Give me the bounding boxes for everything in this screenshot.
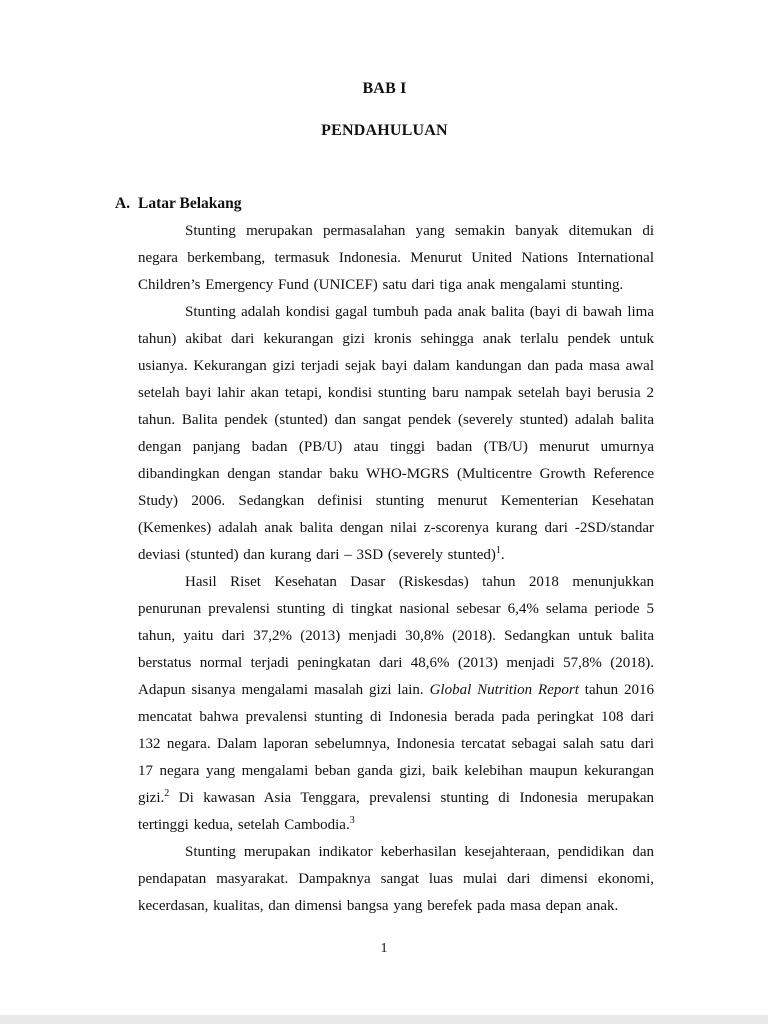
text-run: Stunting merupakan indikator keberhasilan kesejahteraan, pendidikan dan pendapatan masyarakat. Dampaknya sangat luas mulai dari dimensi ekonomi, kecerdasan, kualitas, dan dimensi bangsa yang berefek pada masa depan anak. <box>138 844 654 914</box>
footnote-ref: 3 <box>349 815 355 826</box>
chapter-title: BAB I <box>362 80 407 97</box>
italic-text: Global Nutrition Report <box>429 682 579 698</box>
text-run: Hasil Riset Kesehatan Dasar (Riskesdas) tahun 2018 menunjukkan penurunan prevalensi stunting di tingkat nasional sebesar 6,4% selama periode 5 tahun, yaitu dari 37,2% (2013) menjadi 30,8% (2018). Sedangkan untuk balita berstatus normal terjadi peningkatan dari 48,6% (2013) menjadi 57,8% (2018). Adapun sisanya mengalami masalah gizi lain. <box>138 574 654 698</box>
section-label: A. <box>115 195 131 212</box>
text-run: Di kawasan Asia Tenggara, prevalensi stunting di Indonesia merupakan tertinggi kedua, setelah Cambodia. <box>138 790 654 833</box>
footnote-ref: 2 <box>164 788 170 799</box>
section-heading <box>115 194 654 214</box>
chapter-subtitle: PENDAHULUAN <box>321 122 448 139</box>
text-run: . <box>500 547 505 563</box>
paragraph <box>138 569 654 839</box>
section-title: Latar Belakang <box>138 195 242 212</box>
paragraph <box>138 839 654 920</box>
paragraph <box>138 299 654 569</box>
text-run: tahun 2016 mencatat bahwa prevalensi stunting di Indonesia berada pada peringkat 108 dari 132 negara. Dalam laporan sebelumnya, Indonesia tercatat sebagai salah satu dari 17 negara yang mengalami beban ganda gizi, baik kelebihan maupun kekurangan gizi. <box>138 682 654 806</box>
text-run: Stunting adalah kondisi gagal tumbuh pada anak balita (bayi di bawah lima tahun) akibat dari kekurangan gizi kronis sehingga anak terlalu pendek untuk usianya. Kekurangan gizi terjadi sejak bayi dalam kandungan dan pada masa awal setelah bayi lahir akan tetapi, kondisi stunting baru nampak setelah bayi berusia 2 tahun. Balita pendek (stunted) dan sangat pendek (severely stunted) adalah balita dengan panjang badan (PB/U) atau tinggi badan (TB/U) menurut umurnya dibandingkan dengan standar baku WHO-MGRS (Multicentre Growth Reference Study) 2006. Sedangkan definisi stunting menurut Kementerian Kesehatan (Kemenkes) adalah anak balita dengan nilai z-scorenya kurang dari -2SD/standar deviasi (stunted) dan kurang dari – 3SD (severely stunted) <box>138 304 654 563</box>
text-run: Stunting merupakan permasalahan yang semakin banyak ditemukan di negara berkembang, termasuk Indonesia. Menurut United Nations International Children’s Emergency Fund (UNICEF) satu dari tiga anak mengalami stunting. <box>138 223 654 293</box>
paragraph <box>138 218 654 299</box>
page-number: 1 <box>380 941 388 956</box>
paragraphs-container <box>138 218 654 920</box>
footnote-ref: 1 <box>495 545 501 556</box>
